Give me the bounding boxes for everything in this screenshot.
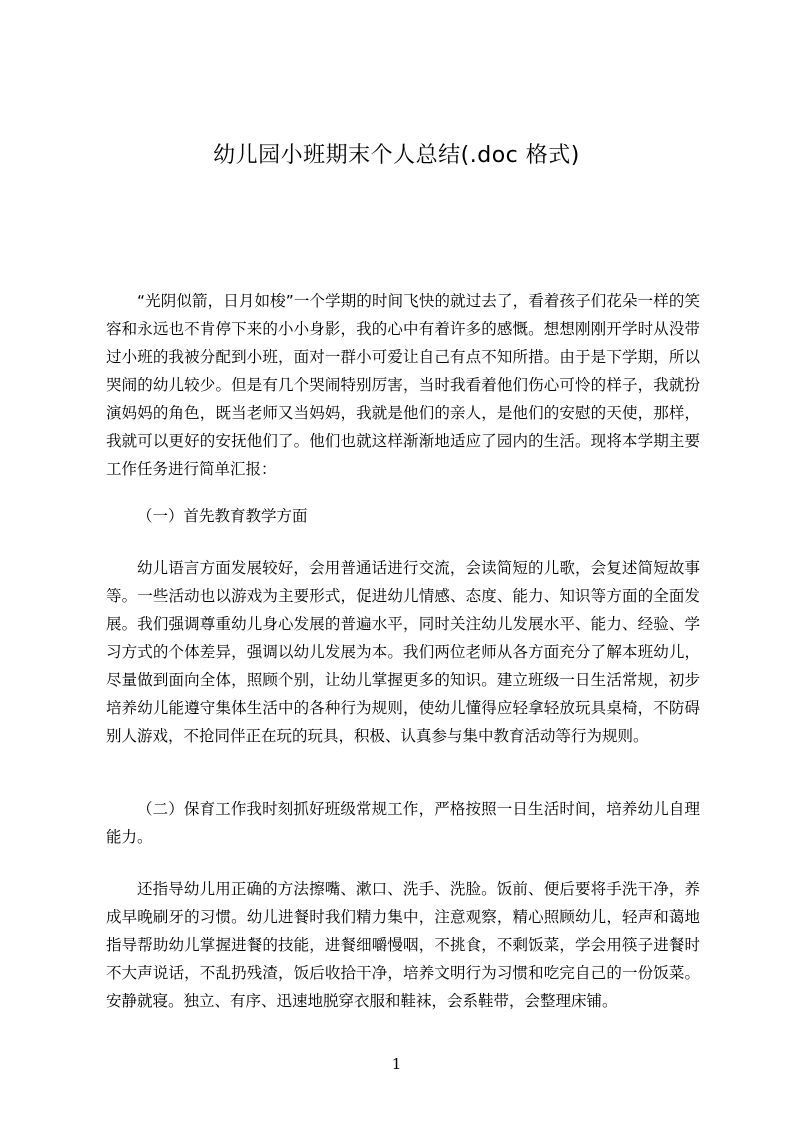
document-title: 幼儿园小班期末个人总结(.doc 格式) [213, 143, 580, 168]
section-heading-care: （二）保育工作我时刻抓好班级常规工作，严格按照一日生活时间，培养幼儿自理能力。 [106, 800, 700, 846]
care-paragraph: 还指导幼儿用正确的方法擦嘴、漱口、洗手、洗脸。饭前、便后要将手洗干净，养成早晚刷牙的习惯。幼儿进餐时我们精力集中，注意观察，精心照顾幼儿，轻声和蔼地指导帮助幼儿掌握进餐的技能，进餐细嚼慢咽，不挑食，不剩饭菜，学会用筷子进餐时不大声说话，不乱扔残渣，饭后收拾干净，培养文明行为习惯和吃完自己的一份饭菜。安静就寝。独立、有序、迅速地脱穿衣服和鞋袜，会系鞋带，会整理床铺。 [106, 880, 700, 1010]
page-number: 1 [391, 1055, 402, 1073]
education-paragraph: 幼儿语言方面发展较好，会用普通话进行交流，会读简短的儿歌，会复述简短故事等。一些活动也以游戏为主要形式，促进幼儿情感、态度、能力、知识等方面的全面发展。我们强调尊重幼儿身心发展的普遍水平，同时关注幼儿发展水平、能力、经验、学习方式的个体差异，强调以幼儿发展为本。我们两位老师从各方面充分了解本班幼儿，尽量做到面向全体，照顾个别，让幼儿掌握更多的知识。建立班级一日生活常规，初步培养幼儿能遵守集体生活中的各种行为规则，使幼儿懂得应轻拿轻放玩具桌椅，不防碍别人游戏，不抢同伴正在玩的玩具，积极、认真参与集中教育活动等行为规则。 [106, 559, 700, 745]
section-heading-education: （一）首先教育教学方面 [137, 507, 308, 525]
intro-paragraph: “光阴似箭，日月如梭”一个学期的时间飞快的就过去了，看着孩子们花朵一样的笑容和永远也不肯停下来的小小身影，我的心中有着许多的感慨。想想刚刚开学时从没带过小班的我被分配到小班，面对一群小可爱让自己有点不知所措。由于是下学期，所以哭闹的幼儿较少。但是有几个哭闹特别厉害，当时我看着他们伤心可怜的样子，我就扮演妈妈的角色，既当老师又当妈妈，我就是他们的亲人，是他们的安慰的天使，那样，我就可以更好的安抚他们了。他们也就这样渐渐地适应了园内的生活。现将本学期主要工作任务进行简单汇报： [106, 292, 700, 478]
